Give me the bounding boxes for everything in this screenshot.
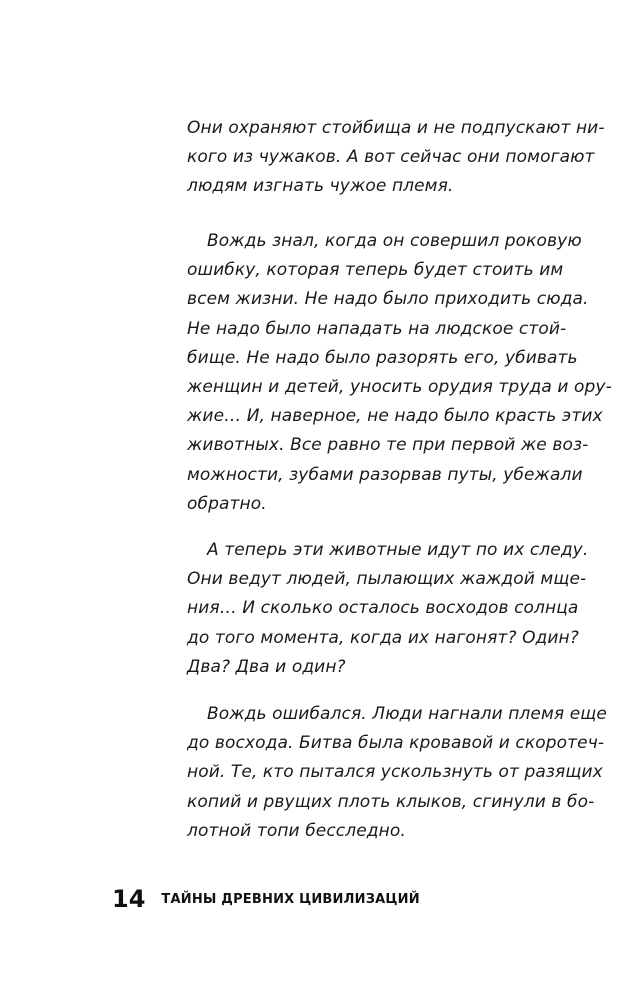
running-title: ТАЙНЫ ДРЕВНИХ ЦИВИЛИЗАЦИЙ [161,891,420,907]
text-line: всем жизни. Не надо было приходить сюда. [187,289,589,310]
text-line: Вождь ошибался. Люди нагнали племя еще [207,704,607,724]
text-line: Вождь знал, когда он совершил роковую [207,231,582,251]
paragraph-2 [187,227,612,519]
text-line: до того момента, когда их нагонят? Один? [187,627,579,648]
text-line: ной. Те, кто пытался ускользнуть от разящих [187,762,603,783]
text-line: кого из чужаков. А вот сейчас они помогают [187,147,595,168]
text-line: можности, зубами разорвав путы, убежали [187,464,583,485]
text-line: женщин и детей, уносить орудия труда и ору- [187,377,612,398]
page-footer [112,884,420,914]
text-line: Не надо было нападать на людское стой- [187,318,567,339]
text-line: бище. Не надо было разорять его, убивать [187,347,578,368]
paragraph-3 [187,536,589,682]
text-line: ния… И сколько осталось восходов солнца [187,598,579,619]
text-line: ошибку, которая теперь будет стоить им [187,260,564,281]
page-number: 14 [112,885,146,913]
text-line: людям изгнать чужое племя. [187,176,454,197]
paragraph-4 [187,700,607,846]
text-line: Они ведут людей, пылающих жаждой мще- [187,569,587,590]
text-line: копий и рвущих плоть клыков, сгинули в бо- [187,791,595,812]
text-line: жие… И, наверное, не надо было красть этих [187,406,603,427]
text-line: Два? Два и один? [187,656,346,677]
text-line: Они охраняют стойбища и не подпускают ни- [187,118,605,138]
text-line: до восхода. Битва была кровавой и скоротеч- [187,733,605,754]
text-line: обратно. [187,493,267,514]
text-line: животных. Все равно те при первой же воз- [187,435,589,456]
paragraph-1 [187,114,605,202]
text-line: лотной топи бесследно. [187,820,406,841]
text-line: А теперь эти животные идут по их следу. [207,540,589,560]
